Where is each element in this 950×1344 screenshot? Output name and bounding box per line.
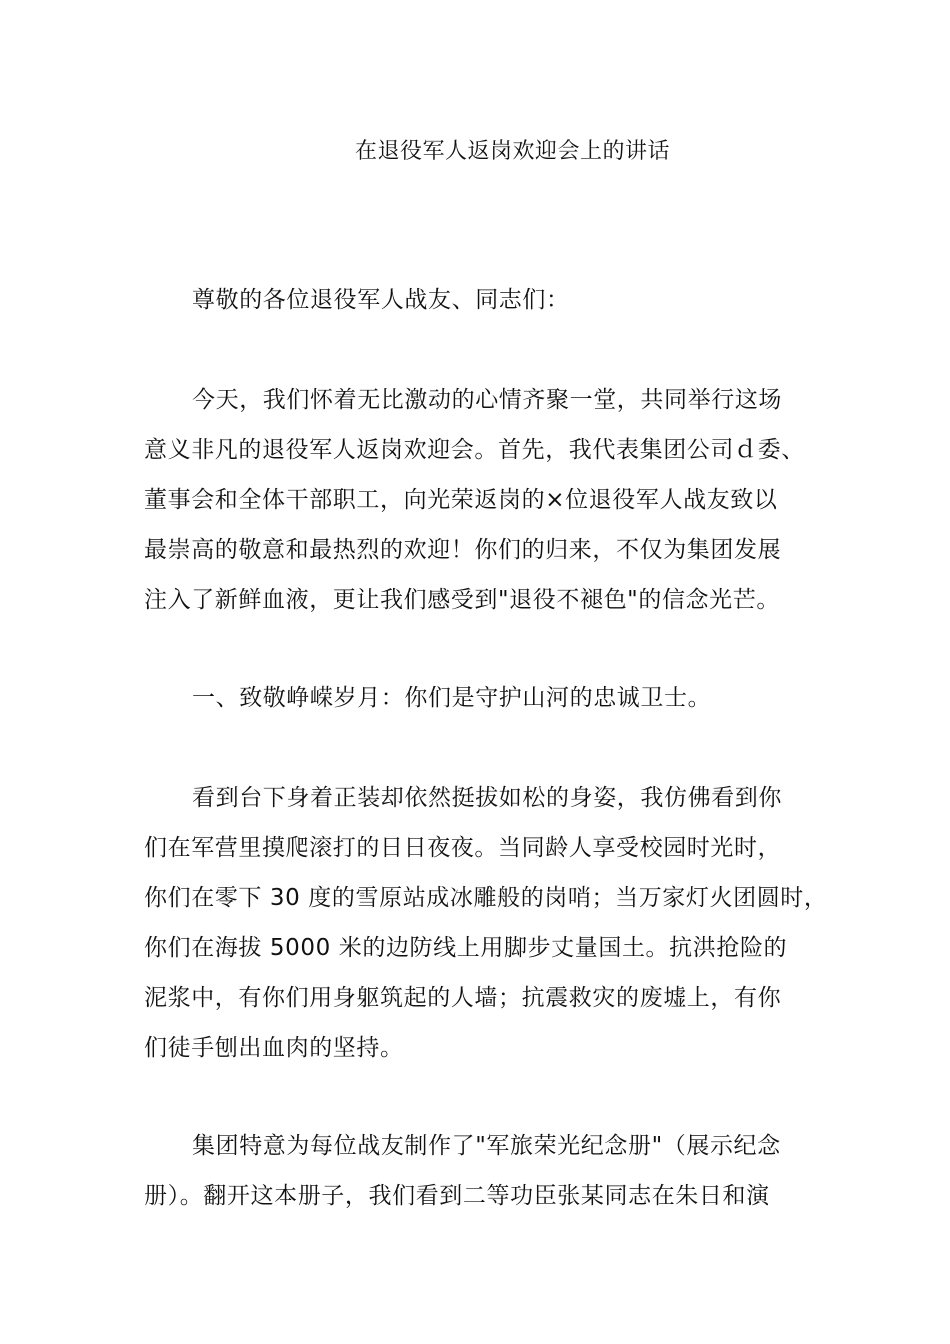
text-line: 你们在零下 30 度的雪原站成冰雕般的岗哨；当万家灯火团圆时， xyxy=(144,885,828,911)
text-line: 意义非凡的退役军人返岗欢迎会。首先，我代表集团公司ｄ委、 xyxy=(144,437,805,463)
text-line: 最崇高的敬意和最热烈的欢迎！你们的归来，不仅为集团发展 xyxy=(144,537,782,563)
text-line: 注入了新鲜血液，更让我们感受到"退役不褪色"的信念光芒。 xyxy=(144,587,780,613)
text-line: 你们在海拔 5000 米的边防线上用脚步丈量国土。抗洪抢险的 xyxy=(144,935,788,961)
text-line: 册）。翻开这本册子，我们看到二等功臣张某同志在朱日和演 xyxy=(144,1183,770,1209)
paragraph-salutation xyxy=(144,275,824,325)
text-line: 们徒手刨出血肉的坚持。 xyxy=(144,1035,404,1061)
text-line: 泥浆中，有你们用身躯筑起的人墙；抗震救灾的废墟上，有你 xyxy=(144,985,782,1011)
text-line: 一、致敬峥嵘岁月：你们是守护山河的忠诚卫士。 xyxy=(192,685,712,711)
section-heading xyxy=(144,673,824,723)
text-line: 集团特意为每位战友制作了"军旅荣光纪念册"（展示纪念 xyxy=(192,1133,781,1159)
text-line: 们在军营里摸爬滚打的日日夜夜。当同龄人享受校园时光时， xyxy=(144,835,782,861)
document-title: 在退役军人返岗欢迎会上的讲话 xyxy=(354,139,670,164)
text-line: 今天，我们怀着无比激动的心情齐聚一堂，共同举行这场 xyxy=(192,387,782,413)
text-line: 董事会和全体干部职工，向光荣返岗的×位退役军人战友致以 xyxy=(144,487,778,513)
paragraph-section-one-2 xyxy=(144,1121,824,1221)
text-line: 看到台下身着正装却依然挺拔如松的身姿，我仿佛看到你 xyxy=(192,785,782,811)
paragraph-section-one xyxy=(144,773,828,1073)
text-line: 尊敬的各位退役军人战友、同志们： xyxy=(192,287,570,313)
paragraph-opening xyxy=(144,375,824,625)
